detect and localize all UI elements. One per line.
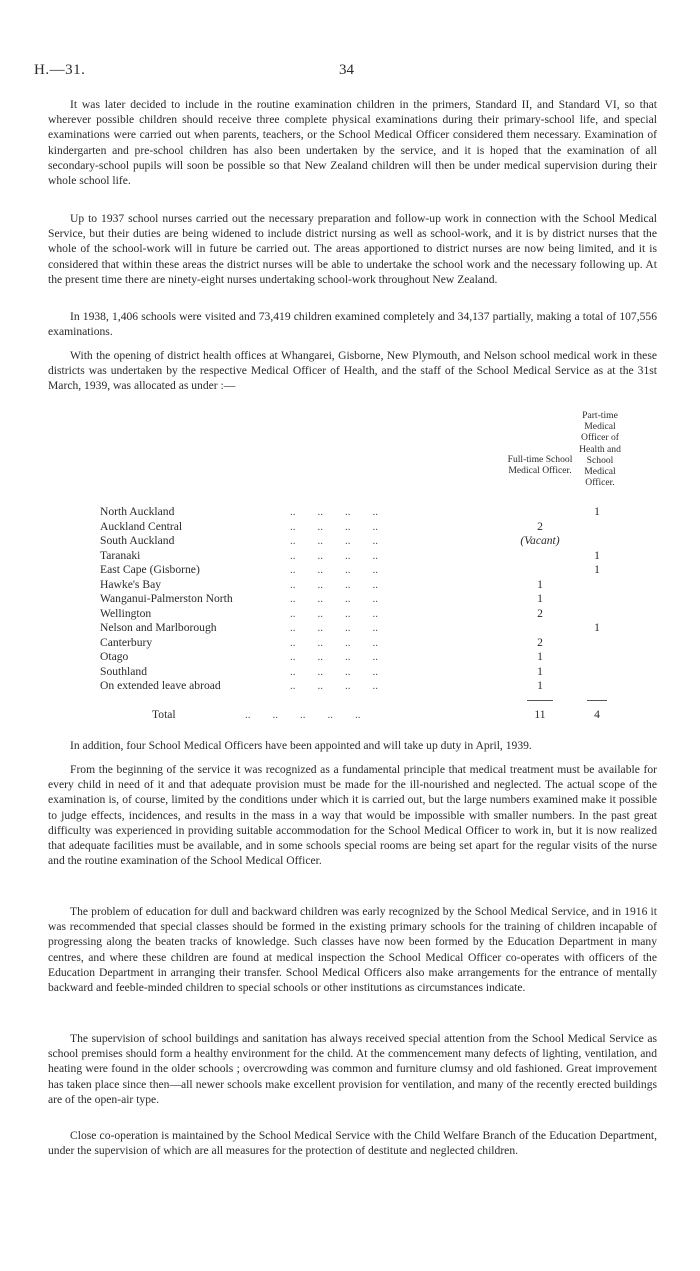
district-name: Canterbury [100, 636, 153, 649]
district-name: Taranaki [100, 549, 141, 562]
leader-dots: .. .. .. .. [290, 666, 378, 678]
district-name: On extended leave abroad [100, 679, 221, 692]
district-name: Southland [100, 665, 148, 678]
leader-dots: .. .. .. .. [290, 579, 378, 591]
total-leader-dots: .. .. .. .. .. [245, 709, 361, 721]
leader-dots: .. .. .. .. [290, 680, 378, 692]
part-time-count: 1 [594, 621, 600, 634]
paragraph-school-nurses: Up to 1937 school nurses carried out the necessary preparation and follow-up work in connection with the School Medical Service, but their duties are being widened to include district nursing as well as school-work, and it is by district nurses that the whole of the school-work will in future be carried out. The areas apportioned to district nurses are now being limited, and it is considered that within these areas the district nurses will be able to undertake the school work and the necessary following up. At the present time there are ninety-eight nurses undertaking school-work throughout New Zealand. [48, 212, 657, 286]
total-rule-full [527, 700, 553, 701]
page-number: 34 [339, 62, 354, 78]
leader-dots: .. .. .. .. [290, 564, 378, 576]
paragraph-child-welfare: Close co-operation is maintained by the School Medical Service with the Child Welfare Branch of the Education Department, under the supervision of which are all measures for the protection of destitute and neglected children. [48, 1129, 657, 1158]
district-name: East Cape (Gisborne) [100, 563, 200, 576]
district-name: Hawke's Bay [100, 578, 162, 591]
district-name: Auckland Central [100, 520, 183, 533]
report-reference: H.—31. [34, 62, 86, 78]
leader-dots: .. .. .. .. [290, 593, 378, 605]
full-time-count: 2 [537, 520, 543, 533]
full-time-count: (Vacant) [520, 534, 560, 547]
paragraph-medical-treatment: From the beginning of the service it was recognized as a fundamental principle that medical treatment must be available for every child in need of it and that adequate provision must be made for the ill-nourished and neglected. The actual scope of the examination is, of course, limited by the conditions under which it is carried out, but the large numbers examined make it possible to judge effects, incidences, and results in the mass in a way that would be impossible with smaller numbers. In the past great difficulty was experienced in providing suitable accommodation for the School Medical Officer to work in, but it is now realized that adequate facilities must be available, and in some schools special rooms are being set apart for the regular visits of the nurse and the routine examination of the School Medical Officer. [48, 763, 657, 868]
district-name: Otago [100, 650, 129, 663]
paragraph-additional-officers: In addition, four School Medical Officers have been appointed and will take up duty in April, 1939. [70, 739, 532, 752]
leader-dots: .. .. .. .. [290, 550, 378, 562]
paragraph-examination-scope: It was later decided to include in the routine examination children in the primers, Standard II, and Standard VI, so that wherever possible children should receive three complete physical examinations during their primary-school life, and special examinations were carried out when parents, teachers, or the School Medical Officer considered them necessary. Examination of kindergarten and pre-school children has also been undertaken by the service, and it is hoped that the examination of all secondary-school pupils will soon be possible so that New Zealand children will then be under medical supervision during their whole school life. [48, 98, 657, 188]
leader-dots: .. .. .. .. [290, 608, 378, 620]
paragraph-school-buildings: The supervision of school buildings and sanitation has always received special attention from the School Medical Service as school premises should form a healthy environment for the child. At the commencement many defects of lighting, ventilation, and heating were found in the older schools ; overcrowding was common and furniture clumsy and old fashioned. Great improvement has taken place since then—all newer schools make excellent provision for ventilation, and many of the recently erected buildings are of the open-air type. [48, 1032, 657, 1106]
district-name: South Auckland [100, 534, 175, 547]
full-time-count: 2 [537, 607, 543, 620]
full-time-count: 1 [537, 592, 543, 605]
district-name: Wanganui-Palmerston North [100, 592, 233, 605]
leader-dots: .. .. .. .. [290, 521, 378, 533]
total-part-time: 4 [594, 708, 600, 721]
total-rule-part [587, 700, 607, 701]
header-part-time: Part-time Medical Officer of Health and School Medical Officer. [579, 410, 621, 489]
part-time-count: 1 [594, 505, 600, 518]
district-name: North Auckland [100, 505, 175, 518]
leader-dots: .. .. .. .. [290, 651, 378, 663]
full-time-count: 1 [537, 679, 543, 692]
leader-dots: .. .. .. .. [290, 535, 378, 547]
leader-dots: .. .. .. .. [290, 506, 378, 518]
part-time-count: 1 [594, 549, 600, 562]
district-name: Wellington [100, 607, 152, 620]
paragraph-district-offices: With the opening of district health offices at Whangarei, Gisborne, New Plymouth, and Nelson school medical work in these districts was undertaken by the respective Medical Officer of Health, and the staff of the School Medical Service as at the 31st March, 1939, was allocated as under :— [48, 349, 657, 393]
full-time-count: 2 [537, 636, 543, 649]
leader-dots: .. .. .. .. [290, 637, 378, 649]
leader-dots: .. .. .. .. [290, 622, 378, 634]
full-time-count: 1 [537, 578, 543, 591]
paragraph-backward-children: The problem of education for dull and backward children was early recognized by the School Medical Service, and in 1916 it was recommended that special classes should be formed in the existing primary schools for the training of children incapable of progressing along the beaten tracks of knowledge. Such classes have now been formed by the Education Department in many centres, and where these children are found at medical inspection the School Medical Officer co-operates with officers of the Education Department in arranging their transfer. School Medical Officers also make arrangements for the entrance of mentally backward and feeble-minded children to special schools or other institutions as circumstances indicate. [48, 905, 657, 995]
district-name: Nelson and Marlborough [100, 621, 217, 634]
full-time-count: 1 [537, 650, 543, 663]
total-full-time: 11 [534, 708, 546, 721]
paragraph-1938-statistics: In 1938, 1,406 schools were visited and 73,419 children examined completely and 34,137 partially, making a total of 107,556 examinations. [48, 310, 657, 339]
part-time-count: 1 [594, 563, 600, 576]
total-label: Total [152, 708, 176, 721]
full-time-count: 1 [537, 665, 543, 678]
header-full-time: Full-time School Medical Officer. [507, 454, 573, 477]
